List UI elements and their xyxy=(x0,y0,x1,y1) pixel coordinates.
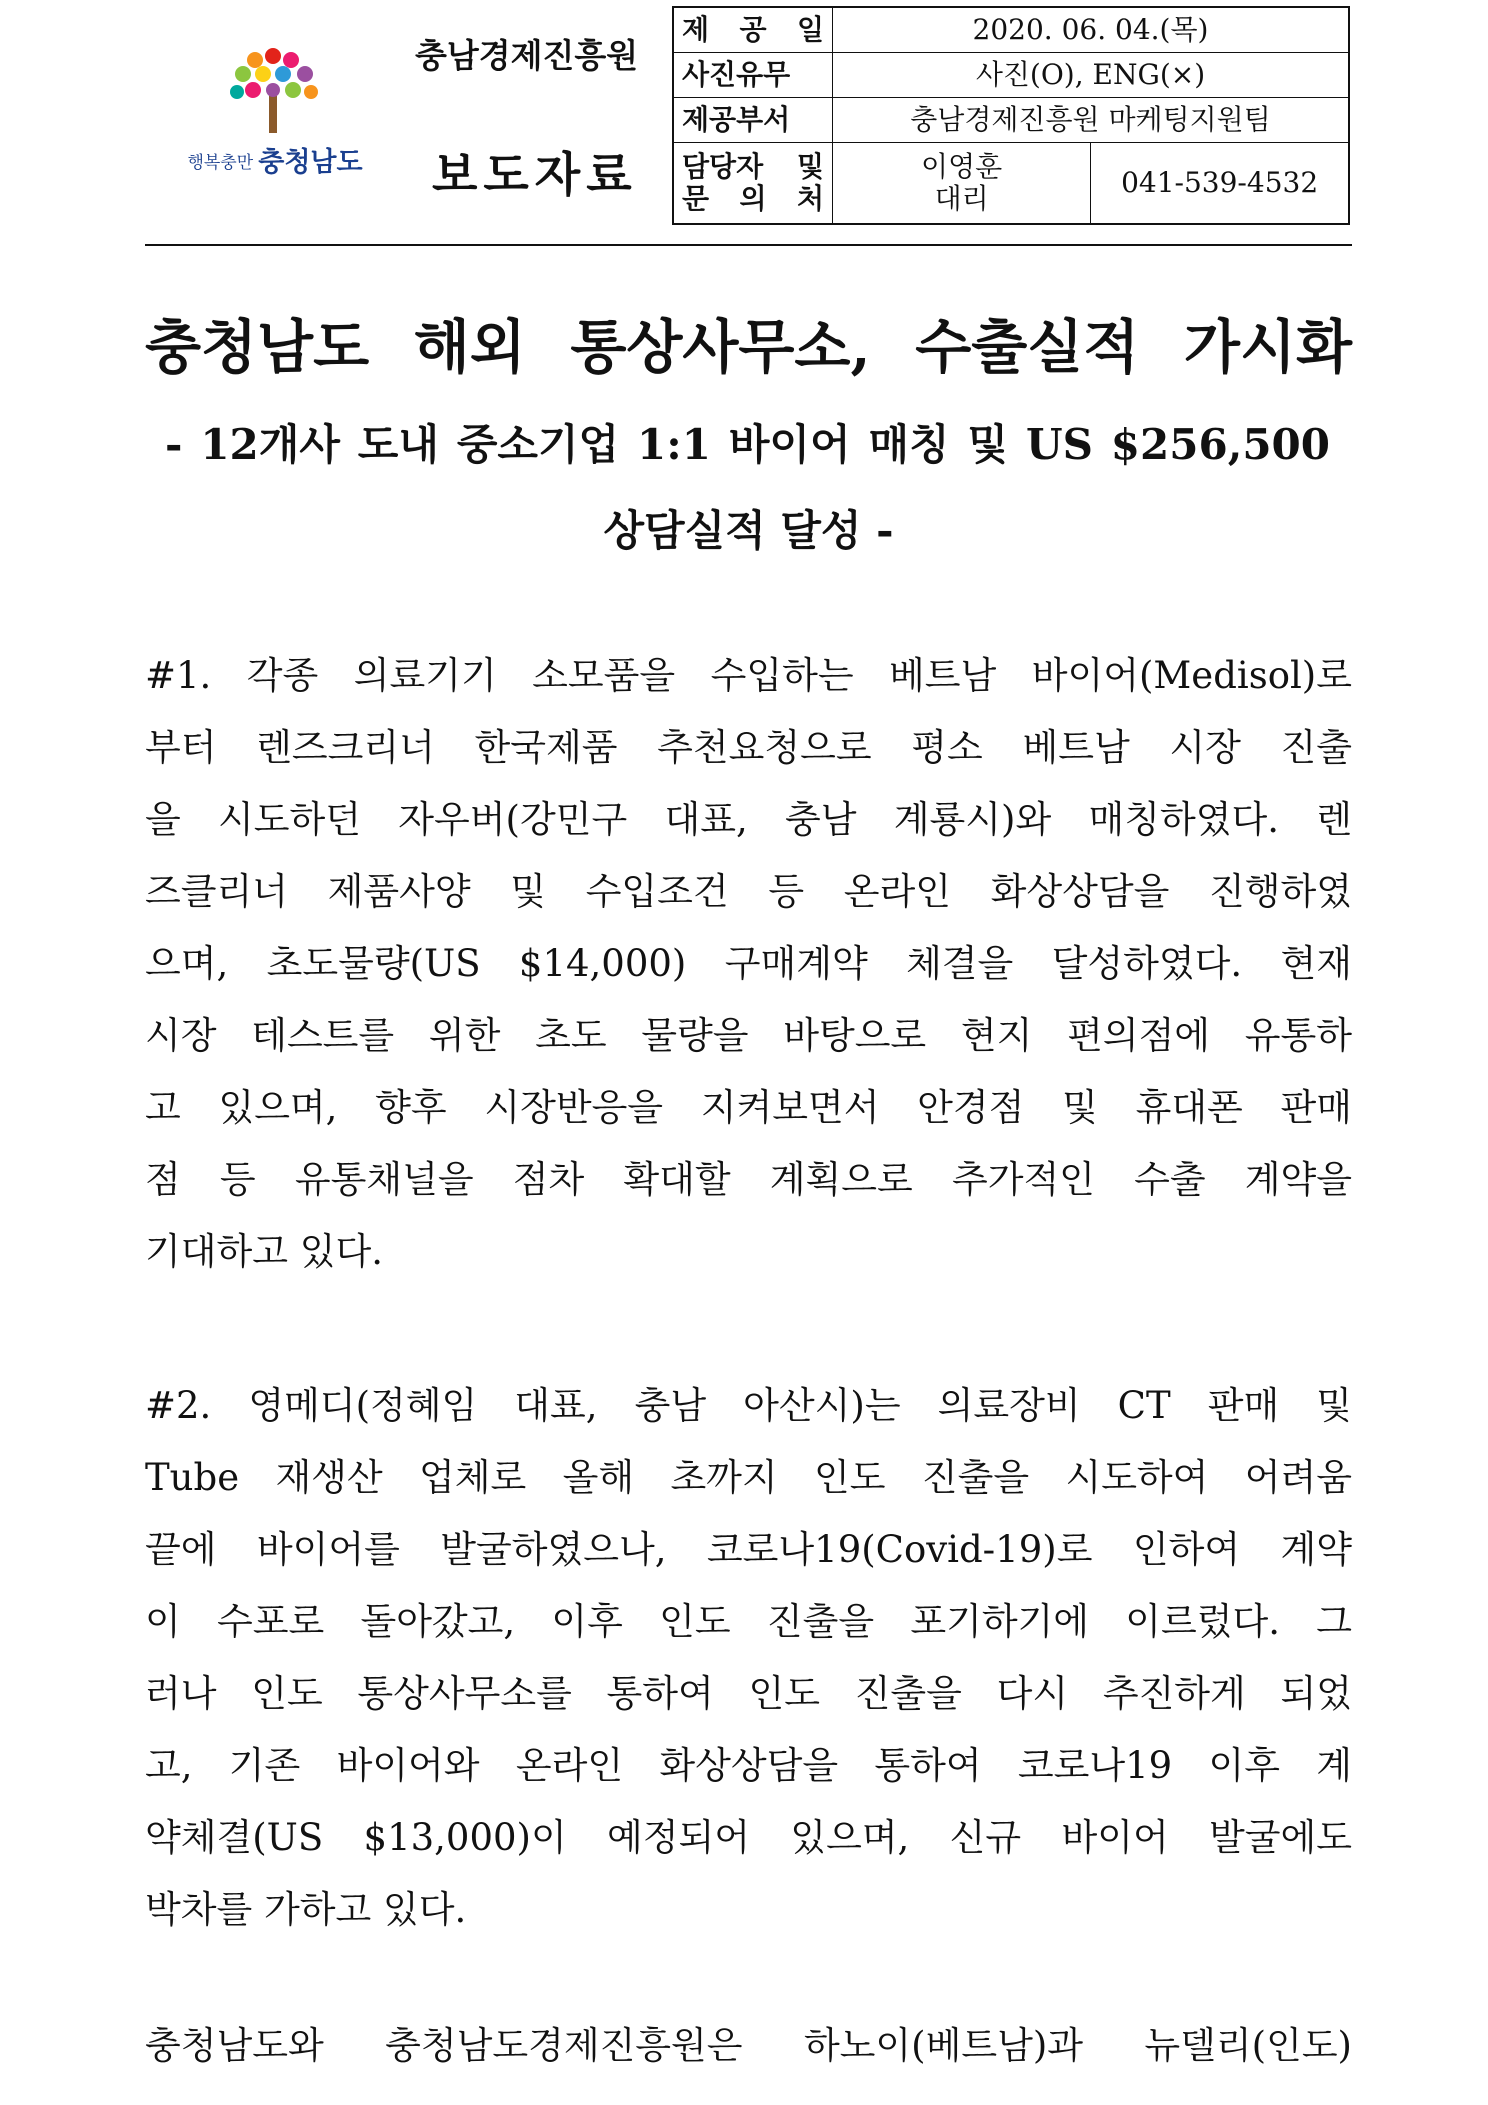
text-line: #2. 영메디(정혜임 대표, 충남 아산시)는 의료장비 CT 판매 및 xyxy=(145,1384,1352,1427)
contact-name xyxy=(833,143,1091,225)
dept-label: 제공부서 xyxy=(673,98,833,143)
photo-value: 사진(O), ENG(×) xyxy=(833,53,1350,98)
text-line: 박차를 가하고 있다. xyxy=(145,1888,467,1931)
contact-label-line2: 문 의 처 xyxy=(682,182,824,215)
org-name: 충남경제진흥원 xyxy=(415,36,639,75)
photo-label: 사진유무 xyxy=(673,53,833,98)
text-line: 시장 테스트를 위한 초도 물량을 바탕으로 현지 편의점에 유통하 xyxy=(145,1014,1352,1057)
headline: 충청남도 해외 통상사무소, 수출실적 가시화 xyxy=(145,313,1352,381)
date-value: 2020. 06. 04.(목) xyxy=(833,7,1350,53)
text-line: 을 시도하던 자우버(강민구 대표, 충남 계룡시)와 매칭하였다. 렌 xyxy=(145,798,1352,841)
date-label: 제 공 일 xyxy=(673,7,833,53)
text-line: 약체결(US $13,000)이 예정되어 있으며, 신규 바이어 발굴에도 xyxy=(145,1816,1352,1859)
text-line: #1. 각종 의료기기 소모품을 수입하는 베트남 바이어(Medisol)로 xyxy=(145,654,1352,697)
paragraph-3 xyxy=(145,2010,1352,2082)
text-line: 고 있으며, 향후 시장반응을 지켜보면서 안경점 및 휴대폰 판매 xyxy=(145,1086,1352,1129)
text-line: 끝에 바이어를 발굴하였으나, 코로나19(Covid-19)로 인하여 계약 xyxy=(145,1528,1352,1571)
subheadline-line1: - 12개사 도내 중소기업 1:1 바이어 매칭 및 US $256,500 xyxy=(165,420,1330,469)
contact-name-line2: 대리 xyxy=(934,182,989,215)
chungnam-logo xyxy=(155,40,385,190)
text-line: 러나 인도 통상사무소를 통하여 인도 진출을 다시 추진하게 되었 xyxy=(145,1672,1352,1715)
paragraph-1 xyxy=(145,640,1352,1288)
contact-label xyxy=(673,143,833,225)
table-row xyxy=(673,98,1349,143)
tree-logo-icon xyxy=(225,40,325,140)
contact-label-line1: 담당자 및 xyxy=(682,149,824,183)
logo-name: 충청남도 xyxy=(258,147,363,178)
dept-value: 충남경제진흥원 마케팅지원팀 xyxy=(833,98,1350,143)
paragraph-2 xyxy=(145,1370,1352,1946)
text-line: 부터 렌즈크리너 한국제품 추천요청으로 평소 베트남 시장 진출 xyxy=(145,726,1352,769)
header-divider xyxy=(145,244,1352,246)
doc-type: 보도자료 xyxy=(432,148,638,203)
text-line: 점 등 유통채널을 점차 확대할 계획으로 추가적인 수출 계약을 xyxy=(145,1158,1352,1201)
table-row xyxy=(673,7,1349,53)
logo-slogan: 행복충만 xyxy=(187,153,254,173)
text-line: 으며, 초도물량(US $14,000) 구매계약 체결을 달성하였다. 현재 xyxy=(145,942,1352,985)
text-line: 기대하고 있다. xyxy=(145,1230,383,1273)
contact-phone: 041-539-4532 xyxy=(1091,143,1349,225)
text-line: Tube 재생산 업체로 올해 초까지 인도 진출을 시도하여 어려움 xyxy=(145,1456,1352,1499)
logo-text xyxy=(165,140,385,179)
table-row xyxy=(673,143,1349,225)
text-line: 충청남도와 충청남도경제진흥원은 하노이(베트남)과 뉴델리(인도) xyxy=(145,2024,1352,2067)
text-line: 이 수포로 돌아갔고, 이후 인도 진출을 포기하기에 이르렀다. 그 xyxy=(145,1600,1352,1643)
info-table xyxy=(672,6,1350,225)
text-line: 즈클리너 제품사양 및 수입조건 등 온라인 화상상담을 진행하였 xyxy=(145,870,1352,913)
contact-name-line1: 이영훈 xyxy=(921,149,1003,183)
text-line: 고, 기존 바이어와 온라인 화상상담을 통하여 코로나19 이후 계 xyxy=(145,1744,1352,1787)
subheadline-line2: 상담실적 달성 - xyxy=(603,506,894,555)
table-row xyxy=(673,53,1349,98)
